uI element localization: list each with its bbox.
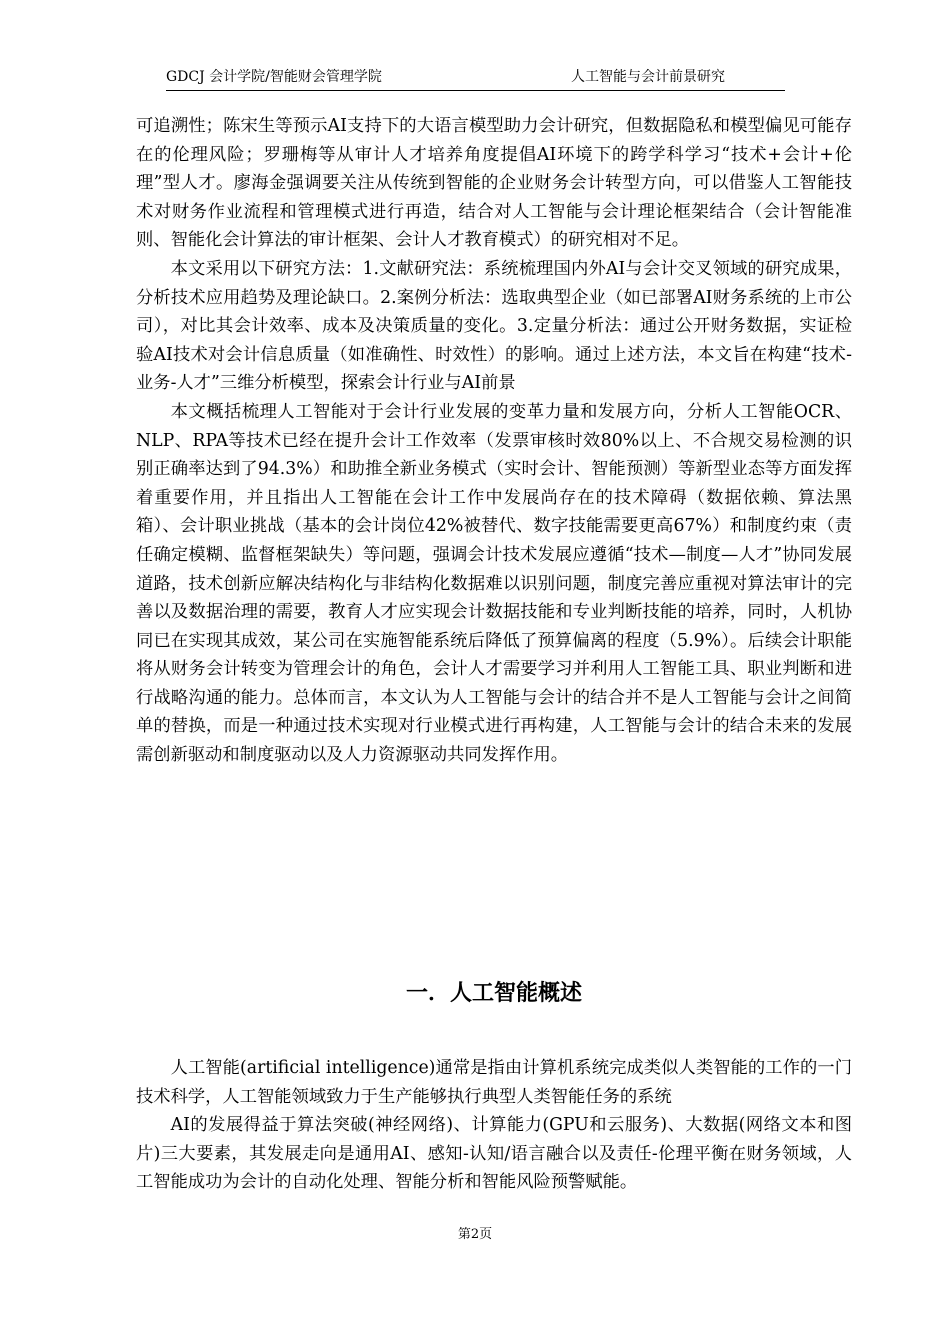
body-text <box>136 112 852 770</box>
paragraph-ai-development: AI的发展得益于算法突破(神经网络)、计算能力(GPU和云服务)、大数据(网络文本和图片)三大要素，其发展走向是通用AI、感知-认知/语言融合以及责任-伦理平衡在财务领域，人工智能成功为会计的自动化处理、智能分析和智能风险预警赋能。 <box>136 1115 852 1193</box>
paragraph-abstract-summary: 本文概括梳理人工智能对于会计行业发展的变革力量和发展方向，分析人工智能OCR、NLP、RPA等技术已经在提升会计工作效率（发票审核时效80%以上、不合规交易检测的识别正确率达到了94.3%）和助推全新业务模式（实时会计、智能预测）等新型业态等方面发挥着重要作用，并且指出人工智能在会计工作中发展尚存在的技术障碍（数据依赖、算法黑箱）、会计职业挑战（基本的会计岗位42%被替代、数字技能需要更高67%）和制度约束（责任确定模糊、监督框架缺失）等问题，强调会计技术发展应遵循“技术—制度—人才”协同发展道路，技术创新应解决结构化与非结构化数据难以识别问题，制度完善应重视对算法审计的完善以及数据治理的需要，教育人才应实现会计数据技能和专业判断技能的培养，同时，人机协同已在实现其成效，某公司在实施智能系统后降低了预算偏离的程度（5.9%）。后续会计职能将从财务会计转变为管理会计的角色，会计人才需要学习并利用人工智能工具、职业判断和进行战略沟通的能力。总体而言，本文认为人工智能与会计的结合并不是人工智能与会计之间简单的替换，而是一种通过技术实现对行业模式进行再构建，人工智能与会计的结合未来的发展需创新驱动和制度驱动以及人力资源驱动共同发挥作用。 <box>136 401 852 766</box>
header-document-title: 人工智能与会计前景研究 <box>571 69 725 85</box>
section-heading: 一．人工智能概述 <box>405 981 582 1006</box>
paragraph-literature-review: 可追溯性；陈宋生等预示AI支持下的大语言模型助力会计研究，但数据隐私和模型偏见可能存在的伦理风险；罗珊梅等从审计人才培养角度提倡AI环境下的跨学科学习“技术+会计+伦理”型人才。廖海金强调要关注从传统到智能的企业财务会计转型方向，可以借鉴人工智能技术对财务作业流程和管理模式进行再造，结合对人工智能与会计理论框架结合（会计智能准则、智能化会计算法的审计框架、会计人才教育模式）的研究相对不足。 <box>136 116 852 251</box>
page-header <box>166 66 785 91</box>
header-institution: GDCJ 会计学院/智能财会管理学院 <box>166 69 382 85</box>
section-body <box>136 1054 852 1197</box>
page-number: 第2页 <box>457 1227 493 1242</box>
paragraph-ai-definition: 人工智能(artificial intelligence)通常是指由计算机系统完成类似人类智能的工作的一门技术科学，人工智能领域致力于生产能够执行典型人类智能任务的系统 <box>136 1058 852 1107</box>
paragraph-research-methods: 本文采用以下研究方法：1.文献研究法：系统梳理国内外AI与会计交叉领域的研究成果，分析技术应用趋势及理论缺口。2.案例分析法：选取典型企业（如已部署AI财务系统的上市公司），对比其会计效率、成本及决策质量的变化。3.定量分析法：通过公开财务数据，实证检验AI技术对会计信息质量（如准确性、时效性）的影响。通过上述方法，本文旨在构建“技术-业务-人才”三维分析模型，探索会计行业与AI前景 <box>136 258 852 394</box>
